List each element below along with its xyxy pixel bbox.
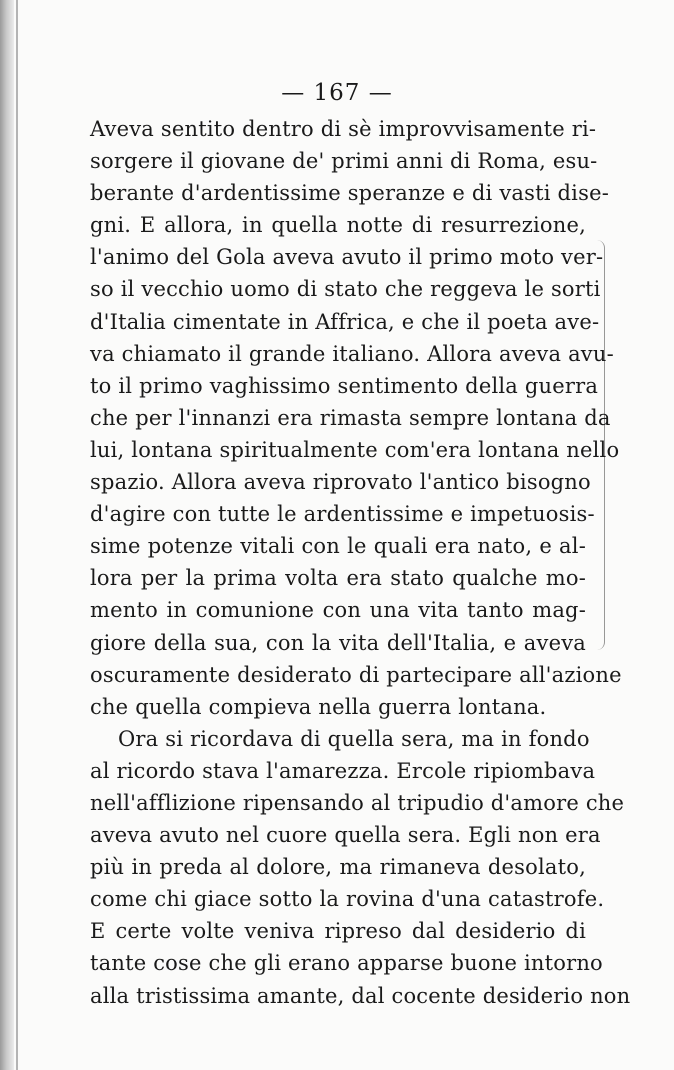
binding-edge: [16, 0, 18, 1070]
text-line: che per l'innanzi era rimasta sempre lontana da: [90, 405, 611, 430]
page-spine-shadow: [0, 0, 14, 1070]
text-line: oscuramente desiderato di partecipare all'azione: [90, 662, 622, 687]
text-line: so il vecchio uomo di stato che reggeva le sorti: [90, 277, 601, 302]
text-line: al ricordo stava l'amarezza. Ercole ripiombava: [90, 758, 596, 783]
text-line: più in preda al dolore, ma rimaneva desolato,: [90, 855, 586, 880]
text-line: d'Italia cimentate in Affrica, e che il poeta ave-: [90, 309, 600, 334]
text-line: E certe volte veniva ripreso dal desiderio di: [90, 919, 586, 944]
text-line: d'agire con tutte le ardentissime e impetuosis-: [90, 502, 595, 527]
page-number: — 167 —: [281, 80, 393, 106]
body-text: [90, 113, 631, 1012]
text-line: gni. E allora, in quella notte di resurrezione,: [90, 213, 586, 238]
text-line-paragraph-start: Ora si ricordava di quella sera, ma in fondo: [118, 726, 590, 751]
text-line: alla tristissima amante, dal cocente desiderio non: [90, 983, 631, 1008]
text-line: sorgere il giovane de' primi anni di Roma, esu-: [90, 149, 598, 174]
text-line: nell'afflizione ripensando al tripudio d'amore che: [90, 790, 625, 815]
text-line: che quella compieva nella guerra lontana.: [90, 694, 547, 719]
text-line: berante d'ardentissime speranze e di vasti dise-: [90, 181, 609, 206]
text-line: va chiamato il grande italiano. Allora aveva avu-: [90, 341, 614, 366]
text-line: sime potenze vitali con le quali era nato, e al-: [90, 534, 586, 559]
text-line: l'animo del Gola aveva avuto il primo moto ver-: [90, 245, 604, 270]
text-line: spazio. Allora aveva riprovato l'antico bisogno: [90, 470, 591, 495]
text-line: lui, lontana spiritualmente com'era lontana nello: [90, 437, 620, 462]
text-line: lora per la prima volta era stato qualche mo-: [90, 566, 586, 591]
text-line: come chi giace sotto la rovina d'una catastrofe.: [90, 887, 605, 912]
text-line: Aveva sentito dentro di sè improvvisamente ri-: [90, 117, 597, 141]
text-line: tante cose che gli erano apparse buone intorno: [90, 951, 603, 976]
text-line: mento in comunione con una vita tanto mag-: [90, 598, 586, 623]
text-line: aveva avuto nel cuore quella sera. Egli non era: [90, 823, 601, 848]
text-line: giore della sua, con la vita dell'Italia, e aveva: [90, 630, 586, 655]
text-line: to il primo vaghissimo sentimento della guerra: [90, 373, 599, 398]
